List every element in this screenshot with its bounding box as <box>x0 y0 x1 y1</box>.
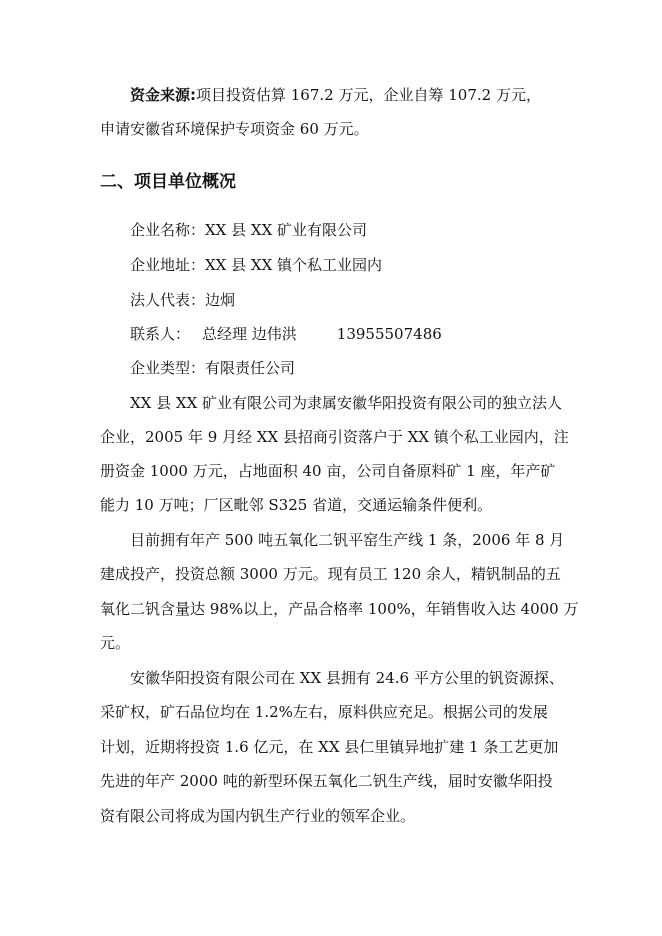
section-title: 二、项目单位概况 <box>100 172 236 192</box>
contact-label: 联系人： <box>130 325 191 343</box>
paragraph-2-line-1: 目前拥有年产 500 吨五氧化二钒平窑生产线 1 条，2006 年 8 月 <box>130 531 565 549</box>
funding-label: 资金来源: <box>130 86 196 104</box>
paragraph-2-line-3: 氧化二钒含量达 98%以上，产品合格率 100%，年销售收入达 4000 万 <box>100 600 579 618</box>
company-address: 企业地址：XX 县 XX 镇个私工业园内 <box>130 256 383 274</box>
company-name: 企业名称：XX 县 XX 矿业有限公司 <box>130 221 368 239</box>
paragraph-3-line-5: 资有限公司将成为国内钒生产行业的领军企业。 <box>100 807 416 825</box>
paragraph-3-line-1: 安徽华阳投资有限公司在 XX 县拥有 24.6 平方公里的钒资源探、 <box>130 669 564 687</box>
funding-line-1 <box>130 85 541 105</box>
contact-line <box>130 324 442 344</box>
funding-line-2: 申请安徽省环境保护专项资金 60 万元。 <box>100 120 369 138</box>
legal-representative: 法人代表：边炯 <box>130 291 236 309</box>
paragraph-1-line-4: 能力 10 万吨；厂区毗邻 S325 省道，交通运输条件便利。 <box>100 496 493 514</box>
paragraph-1-line-1: XX 县 XX 矿业有限公司为隶属安徽华阳投资有限公司的独立法人 <box>130 394 563 412</box>
paragraph-1-line-2: 企业，2005 年 9 月经 XX 县招商引资落户于 XX 镇个私工业园内，注 <box>100 428 569 446</box>
contact-phone: 13955507486 <box>336 325 442 343</box>
paragraph-3-line-2: 采矿权，矿石品位均在 1.2%左右，原料供应充足。根据公司的发展 <box>100 703 548 721</box>
paragraph-3-line-4: 先进的年产 2000 吨的新型环保五氧化二钒生产线，届时安徽华阳投 <box>100 772 553 790</box>
paragraph-1-line-3: 册资金 1000 万元，占地面积 40 亩，公司自备原料矿 1 座，年产矿 <box>100 462 556 480</box>
paragraph-3-line-3: 计划，近期将投资 1.6 亿元，在 XX 县仁里镇异地扩建 1 条工艺更加 <box>100 738 559 756</box>
contact-name: 总经理 边伟洪 <box>202 325 297 343</box>
paragraph-2-line-4: 元。 <box>100 634 131 652</box>
company-type: 企业类型：有限责任公司 <box>130 359 296 377</box>
paragraph-2-line-2: 建成投产，投资总额 3000 万元。现有员工 120 余人，精钒制品的五 <box>100 565 561 583</box>
funding-text-1: 项目投资估算 167.2 万元，企业自筹 107.2 万元， <box>196 86 541 104</box>
